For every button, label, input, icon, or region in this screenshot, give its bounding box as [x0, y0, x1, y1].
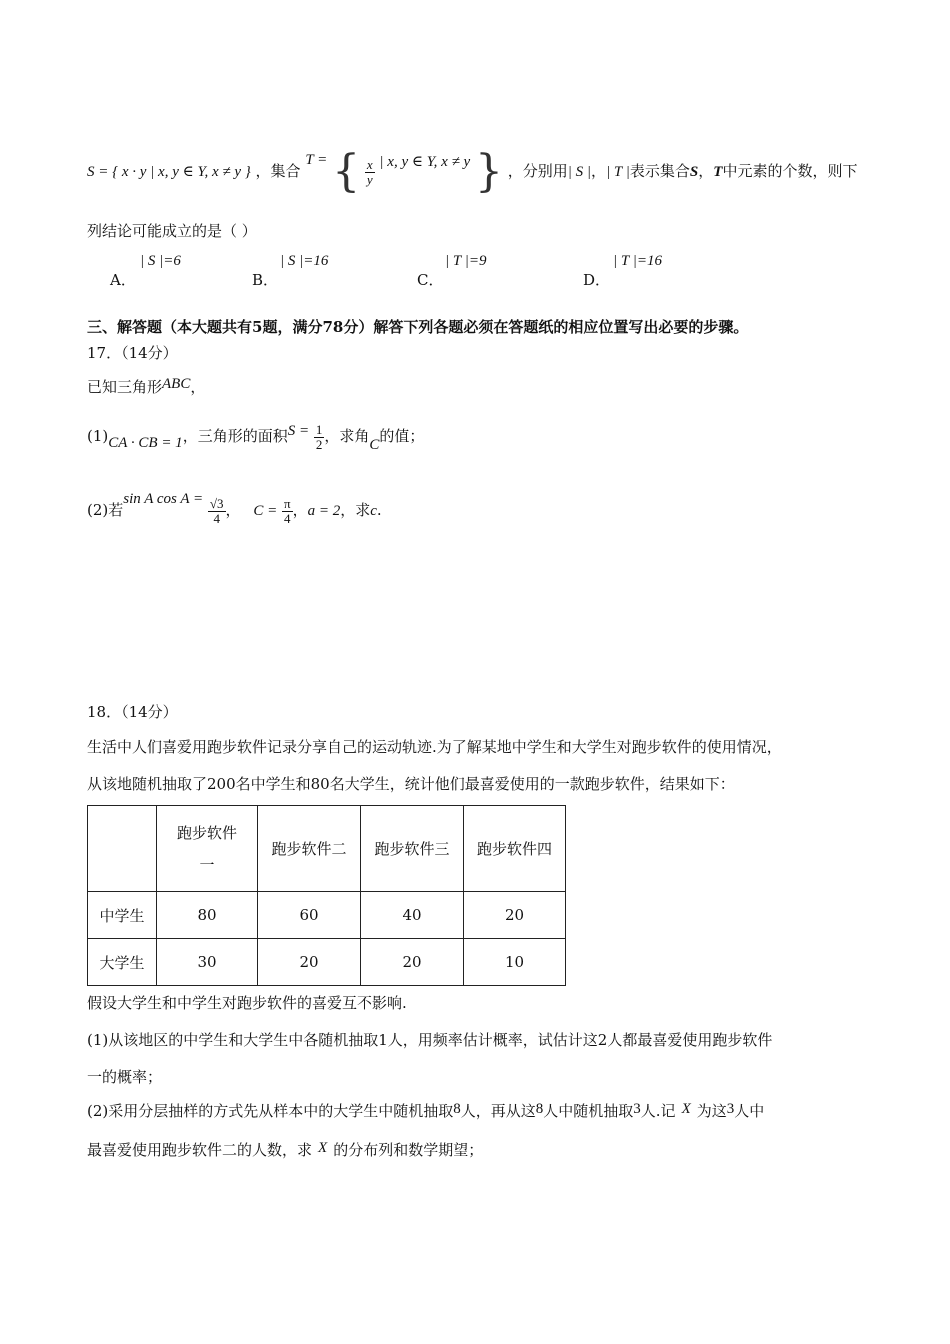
table-header-app4: 跑步软件四: [464, 806, 566, 892]
q16-set-definition-line: [87, 132, 858, 197]
table-header-empty: [88, 806, 157, 892]
table-cell: 30: [157, 939, 258, 986]
table-cell: 20: [258, 939, 361, 986]
q17-intro-text: 已知三角形: [87, 378, 163, 396]
section-title: 三、解答题（本大题共有5题，满分78分）解答下列各题必须在答题纸的相应位置写出必要的步骤。: [87, 318, 749, 336]
q18-part2-line1: [87, 1100, 764, 1121]
q16-text-sep1: ，集合: [255, 162, 301, 180]
q17-area-den: 2: [315, 436, 323, 452]
q18-data-table: [87, 805, 566, 986]
table-header-app1: [157, 806, 258, 892]
q16-text-end: 中元素的个数，则下: [722, 162, 858, 180]
q17-triangle-var: ABC: [162, 376, 191, 392]
q17-part2-trig-expr: sin A cos A =: [123, 491, 204, 507]
option-b-letter: B．: [252, 271, 279, 289]
table-header-row: [88, 806, 566, 892]
table-header-app1-line1: 跑步软件: [176, 823, 237, 842]
option-d-letter: D．: [583, 271, 611, 289]
q17-part1-text1: ，三角形的面积: [182, 427, 288, 445]
var-T: T: [713, 164, 723, 180]
q18-part2-X: X: [681, 1101, 691, 1117]
q18-part2-t4: 人.记: [640, 1102, 676, 1120]
set-T-condition: | x, y ∈ Y, x ≠ y: [379, 154, 471, 170]
left-brace-icon: {: [332, 146, 361, 197]
q18-part1-line1: (1)从该地区的中学生和大学生中各随机抽取1人，用频率估计概率，试估计这2人都最喜爱使用跑步软件: [87, 1031, 773, 1049]
set-S-expression: S = { x · y | x, y ∈ Y, x ≠ y }: [87, 164, 251, 180]
table-cell: 60: [258, 892, 361, 939]
q17-number: 17．（14分）: [87, 344, 178, 362]
q18-part2-t5: 为这: [696, 1102, 727, 1120]
option-b-expr: | S |=16: [280, 253, 329, 269]
right-brace-icon: }: [475, 146, 503, 197]
q17-part2: [87, 474, 382, 524]
q18-part2-n3b: 3: [726, 1101, 735, 1117]
q17-part2-C-lhs: C =: [253, 503, 278, 519]
q18-part2-line2-t1: 最喜爱使用跑步软件二的人数，求: [87, 1141, 313, 1159]
option-a-letter: A．: [110, 271, 136, 289]
set-T-fraction-num: x: [366, 156, 373, 172]
q17-part2-c: c: [370, 503, 377, 519]
q16-text-sep2: ，分别用: [507, 162, 568, 180]
q18-paragraph-2: 从该地随机抽取了200名中学生和80名大学生，统计他们最喜爱使用的一款跑步软件，结果如下：: [87, 775, 735, 793]
q18-part2-n8: 8: [453, 1101, 461, 1117]
q16-text-comma2: ，: [698, 162, 714, 180]
abs-T: | T |: [606, 164, 630, 180]
q17-area-lhs: S =: [287, 423, 310, 439]
q16-question-line: 列结论可能成立的是（ ）: [87, 222, 257, 240]
q17-part1-vector-expr: CA · CB = 1: [108, 435, 183, 451]
q17-part2-text1: ，: [225, 501, 241, 519]
q18-number: 18．（14分）: [87, 703, 178, 721]
table-cell: 20: [361, 939, 464, 986]
q18-part2-n3: 3: [633, 1101, 641, 1117]
q17-intro: [87, 376, 205, 397]
option-d-expr: | T |=16: [613, 253, 662, 269]
var-S: S: [689, 164, 699, 180]
set-T-condition-text: x, y ∈ Y, x ≠ y: [387, 154, 471, 170]
q17-part2-text2: ，: [292, 501, 308, 519]
q18-part2-t6: 人中: [734, 1102, 765, 1120]
set-T-fraction: [365, 158, 375, 186]
q17-part1: [87, 408, 424, 454]
q17-part2-C-num: π: [284, 495, 291, 511]
q17-area-num: 1: [315, 421, 323, 437]
abs-S: | S |: [567, 164, 592, 180]
q18-part2-X2: X: [318, 1140, 328, 1156]
q17-area-fraction: [314, 423, 325, 451]
q18-part2-line2-t2: 的分布列和数学期望；: [333, 1141, 484, 1159]
q17-part2-frac-den: 4: [213, 510, 220, 526]
q17-part2-a-expr: a = 2: [307, 503, 341, 519]
q17-part2-text3: ，求: [340, 501, 371, 519]
table-row-label: 大学生: [88, 939, 157, 986]
q18-part2-t3: 人中随机抽取: [543, 1102, 634, 1120]
table-cell: 20: [464, 892, 566, 939]
q17-part1-text3: 的值；: [379, 427, 425, 445]
set-T-fraction-den: y: [366, 171, 373, 187]
q16-text-mid: 表示集合: [629, 162, 690, 180]
q17-intro-end: ，: [190, 378, 206, 396]
q18-part2-line2: [87, 1139, 483, 1160]
q17-part2-text4: .: [376, 501, 382, 519]
table-row: [88, 892, 566, 939]
q17-angle-C: C: [369, 437, 380, 453]
set-T-lhs: T =: [305, 152, 328, 168]
q17-part1-label: (1): [87, 427, 109, 445]
q18-assumption: 假设大学生和中学生对跑步软件的喜爱互不影响.: [87, 994, 407, 1012]
q17-part2-label: (2)若: [87, 501, 124, 519]
table-row: [88, 939, 566, 986]
q18-paragraph-1: 生活中人们喜爱用跑步软件记录分享自己的运动轨迹.为了解某地中学生和大学生对跑步软件的使用情况，: [87, 738, 782, 756]
table-header-app3: 跑步软件三: [361, 806, 464, 892]
option-c-expr: | T |=9: [445, 253, 487, 269]
q16-text-comma: ，: [591, 162, 607, 180]
option-a-expr: | S |=6: [140, 253, 181, 269]
q18-part2-n8b: 8: [535, 1101, 544, 1117]
option-c-letter: C．: [417, 271, 444, 289]
table-cell: 80: [157, 892, 258, 939]
q17-part2-fraction: [208, 497, 226, 525]
q17-part2-C-fraction: [282, 497, 293, 525]
table-header-app2: 跑步软件二: [258, 806, 361, 892]
q17-part2-C-den: 4: [284, 510, 291, 526]
table-cell: 40: [361, 892, 464, 939]
q18-part2-t2: 人，再从这: [460, 1102, 536, 1120]
q18-part2-t1: (2)采用分层抽样的方式先从样本中的大学生中随机抽取: [87, 1102, 454, 1120]
q18-part1-line2: 一的概率；: [87, 1068, 163, 1086]
table-header-app1-line2: 一: [199, 855, 215, 874]
q17-part1-text2: ，求角: [324, 427, 370, 445]
table-cell: 10: [464, 939, 566, 986]
table-row-label: 中学生: [88, 892, 157, 939]
q17-part2-frac-num: √3: [209, 495, 224, 511]
